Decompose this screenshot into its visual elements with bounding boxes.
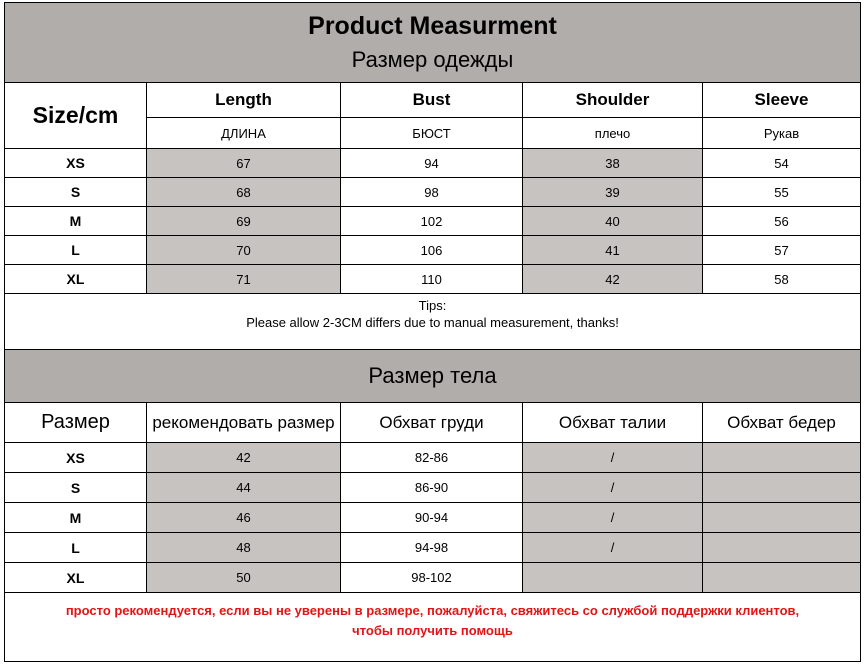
- sleeve-cell: 54: [702, 149, 860, 177]
- tips-title: Tips:: [418, 298, 447, 313]
- table-row: [5, 177, 860, 206]
- col-shoulder-en: Shoulder: [523, 83, 702, 118]
- col-sleeve-ru: Рукав: [763, 125, 800, 141]
- waist-cell: /: [522, 503, 702, 532]
- chart-header: [5, 2, 860, 82]
- body-section-cell: [5, 350, 860, 402]
- col-sleeve-en: Sleeve: [703, 83, 860, 118]
- hips-cell: [702, 473, 860, 502]
- hips-cell: [702, 563, 860, 592]
- body-header-row: [5, 402, 860, 442]
- length-cell: 67: [146, 149, 340, 177]
- chest-cell: 98-102: [340, 563, 522, 592]
- waist-cell: /: [522, 443, 702, 472]
- shoulder-cell: 40: [522, 207, 702, 235]
- hips-cell: [702, 443, 860, 472]
- size-chart: [4, 2, 861, 662]
- hips-cell: [702, 503, 860, 532]
- col-sleeve: [702, 83, 860, 148]
- hips-cell: [702, 533, 860, 562]
- chart-subtitle: Размер одежды: [351, 47, 514, 72]
- sleeve-cell: 57: [702, 236, 860, 264]
- size-cell: S: [70, 479, 81, 496]
- bust-cell: 102: [340, 207, 522, 235]
- recommended-cell: 44: [146, 473, 340, 502]
- recommended-cell: 48: [146, 533, 340, 562]
- body-col-chest: Обхват груди: [340, 403, 522, 442]
- chest-cell: 90-94: [340, 503, 522, 532]
- waist-cell: /: [522, 533, 702, 562]
- bust-cell: 94: [340, 149, 522, 177]
- bust-cell: 106: [340, 236, 522, 264]
- support-note: [5, 593, 860, 661]
- body-section-title: Размер тела: [368, 363, 497, 388]
- size-cell: XL: [66, 569, 85, 586]
- col-bust-ru: БЮСТ: [412, 125, 451, 141]
- body-section-header: [5, 349, 860, 402]
- table-row: [5, 562, 860, 592]
- length-cell: 68: [146, 178, 340, 206]
- support-note-line-1: просто рекомендуется, если вы не уверены в размере, пожалуйста, свяжитесь со службой поддержки клиентов,: [65, 603, 800, 618]
- col-shoulder-ru: плечо: [594, 125, 631, 141]
- shoulder-cell: 42: [522, 265, 702, 293]
- sleeve-cell: 55: [702, 178, 860, 206]
- size-cell: XS: [66, 449, 85, 466]
- table-row: [5, 206, 860, 235]
- chart-title: Product Measurment: [308, 12, 557, 40]
- size-cm-label: Size/cm: [32, 102, 119, 128]
- chest-cell: 86-90: [340, 473, 522, 502]
- bust-cell: 98: [340, 178, 522, 206]
- size-cell: XS: [66, 155, 85, 171]
- col-length-ru: ДЛИНА: [221, 125, 266, 141]
- table-row: [5, 472, 860, 502]
- size-cell: M: [69, 509, 82, 526]
- support-note-line-2: чтобы получить помощь: [352, 623, 513, 638]
- size-cell: L: [71, 539, 80, 556]
- tips-cell: [5, 294, 860, 349]
- col-length-en: Length: [147, 83, 340, 118]
- bust-cell: 110: [340, 265, 522, 293]
- length-cell: 71: [146, 265, 340, 293]
- header-cell: [5, 3, 860, 82]
- recommended-cell: 46: [146, 503, 340, 532]
- waist-cell: [522, 563, 702, 592]
- body-col-waist: Обхват талии: [522, 403, 702, 442]
- table-row: [5, 442, 860, 472]
- waist-cell: /: [522, 473, 702, 502]
- tips-row: [5, 293, 860, 349]
- shoulder-cell: 39: [522, 178, 702, 206]
- size-cell: M: [69, 213, 82, 229]
- note-row: [5, 592, 860, 661]
- clothing-header-row: [5, 82, 860, 148]
- length-cell: 70: [146, 236, 340, 264]
- tips-text: Please allow 2-3CM differs due to manual measurement, thanks!: [246, 315, 619, 330]
- col-bust: [340, 83, 522, 148]
- sleeve-cell: 56: [702, 207, 860, 235]
- chest-cell: 82-86: [340, 443, 522, 472]
- shoulder-cell: 41: [522, 236, 702, 264]
- recommended-cell: 50: [146, 563, 340, 592]
- body-col-size: Размер: [41, 411, 110, 433]
- length-cell: 69: [146, 207, 340, 235]
- size-cell: XL: [66, 271, 85, 287]
- size-cell: S: [70, 184, 81, 200]
- size-cell: L: [71, 242, 80, 258]
- table-row: [5, 502, 860, 532]
- col-shoulder: [522, 83, 702, 148]
- sleeve-cell: 58: [702, 265, 860, 293]
- recommended-cell: 42: [146, 443, 340, 472]
- table-row: [5, 532, 860, 562]
- col-length: [146, 83, 340, 148]
- table-row: [5, 148, 860, 177]
- chest-cell: 94-98: [340, 533, 522, 562]
- col-bust-en: Bust: [341, 83, 522, 118]
- table-row: [5, 264, 860, 293]
- table-row: [5, 235, 860, 264]
- body-col-hips: Обхват бедер: [702, 403, 860, 442]
- body-col-recommended: рекомендовать размер: [146, 403, 340, 442]
- shoulder-cell: 38: [522, 149, 702, 177]
